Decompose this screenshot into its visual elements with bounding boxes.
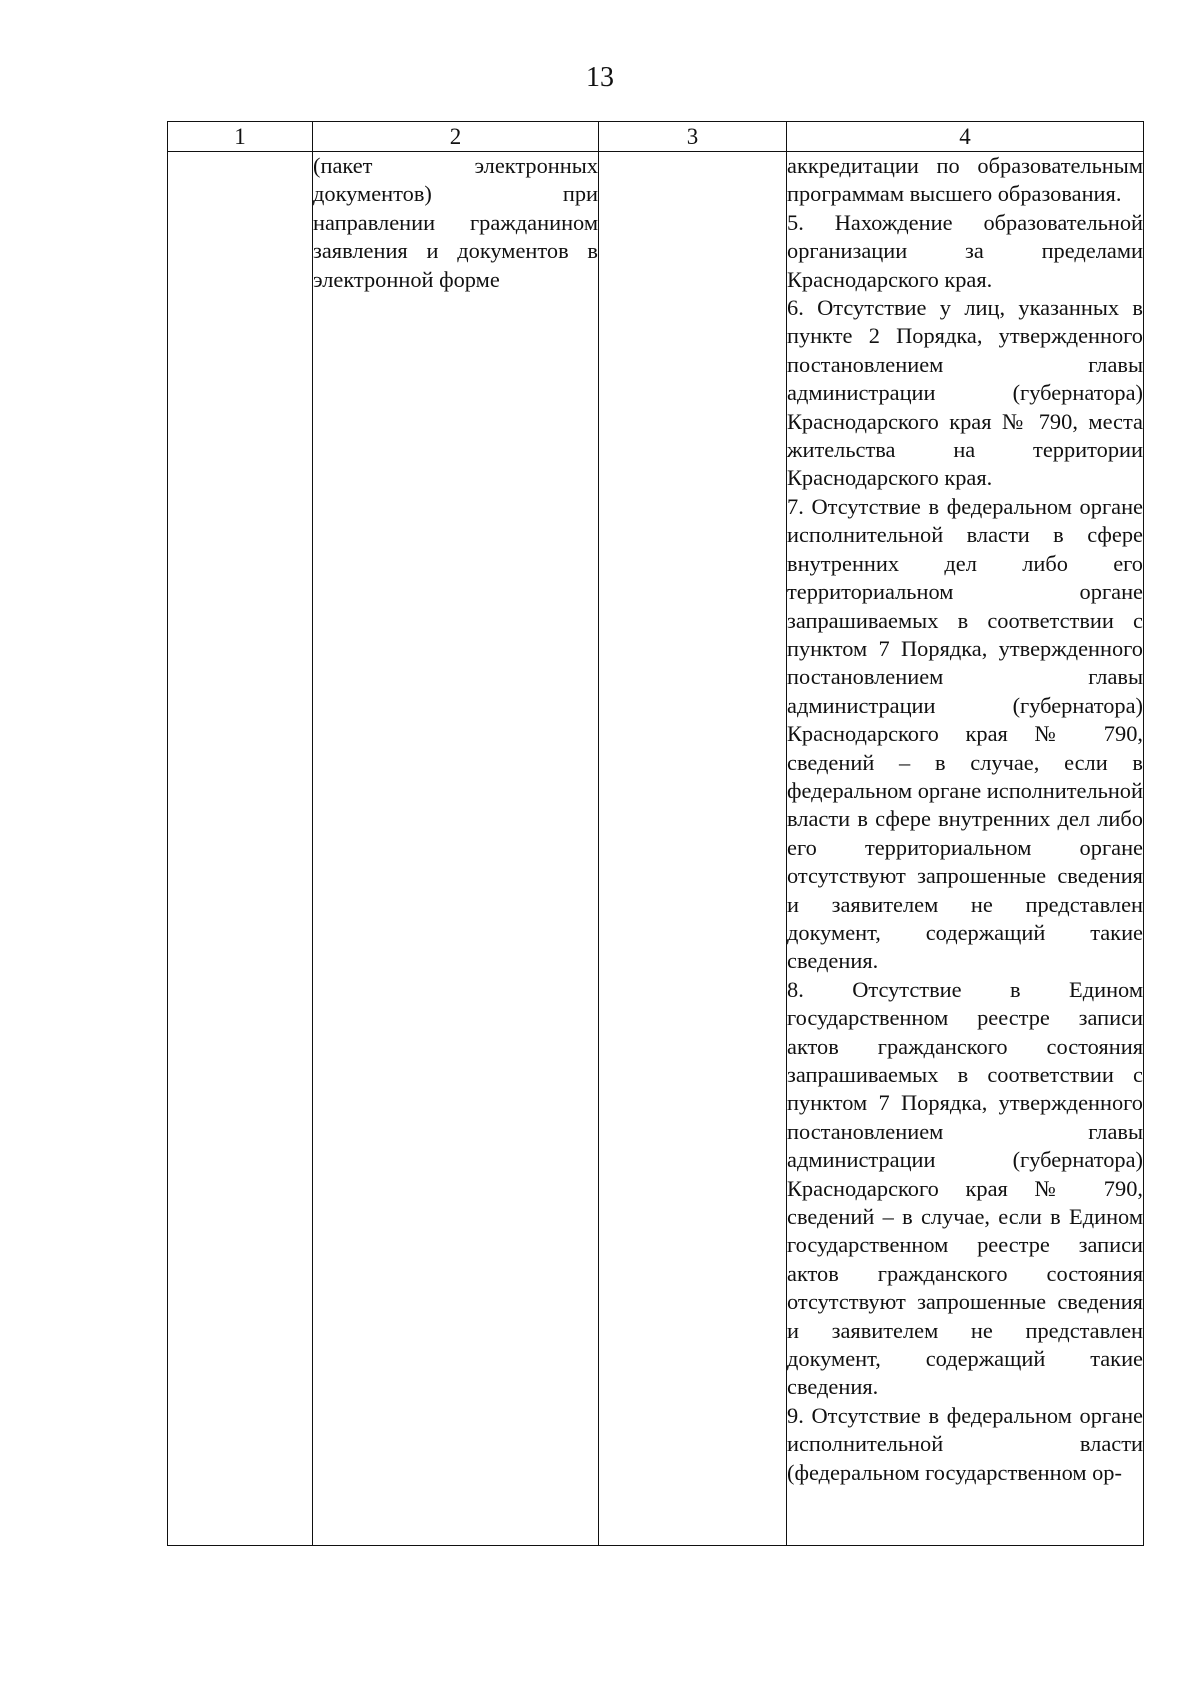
paragraph-item-6: 6. Отсутствие у лиц, указанных в пункте 2 Порядка, утвержденного постановлением главы администрации (губернатора) Краснодарского края № 790, места жительства на территории Краснодарского края. [787,295,1143,491]
paragraph-item-5: 5. Нахождение образовательной организации за пределами Краснодарского края. [787,209,1143,292]
paragraph-item-7: 7. Отсутствие в федеральном органе исполнительной власти в сфере внутренних дел либо его территориальном органе запрашиваемых в соответствии с пунктом 7 Порядка, утвержденного постановлением главы администрации (губернатора) Краснодарского края № 790, сведений – в случае, если в федеральном органе исполнительной власти в сфере внутренних дел либо его территориальном органе отсутствуют запрошенные сведения и заявителем не представлен документ, содержащий такие сведения. [787,493,1143,974]
cell-col1 [168,152,313,1546]
paragraph-accreditation: аккредитации по образовательным программам высшего образования. [787,153,1143,207]
column-header-1: 1 [168,122,313,152]
column-header-3: 3 [599,122,787,152]
cell-col4 [787,152,1144,1546]
table-row [168,152,1144,1546]
paragraph-item-8: 8. Отсутствие в Едином государственном реестре записи актов гражданского состояния запрашиваемых в соответствии с пунктом 7 Порядка, утвержденного постановлением главы администрации (губернатора) Краснодарского края № 790, сведений – в случае, если в Едином государственном реестре записи актов гражданского состояния отсутствуют запрошенные сведения и заявителем не представлен документ, содержащий такие сведения. [787,976,1143,1400]
column-header-4: 4 [787,122,1144,152]
column-header-2: 2 [313,122,599,152]
paragraph-item-9: 9. Отсутствие в федеральном органе исполнительной власти (федеральном государственном ор- [787,1402,1143,1485]
requirements-table [167,121,1144,1546]
cell-col2: (пакет электронных документов) при направлении гражданином заявления и документов в электронной форме [313,152,599,1546]
cell-col3 [599,152,787,1546]
table-header-row [168,122,1144,152]
page-number: 13 [586,62,614,93]
